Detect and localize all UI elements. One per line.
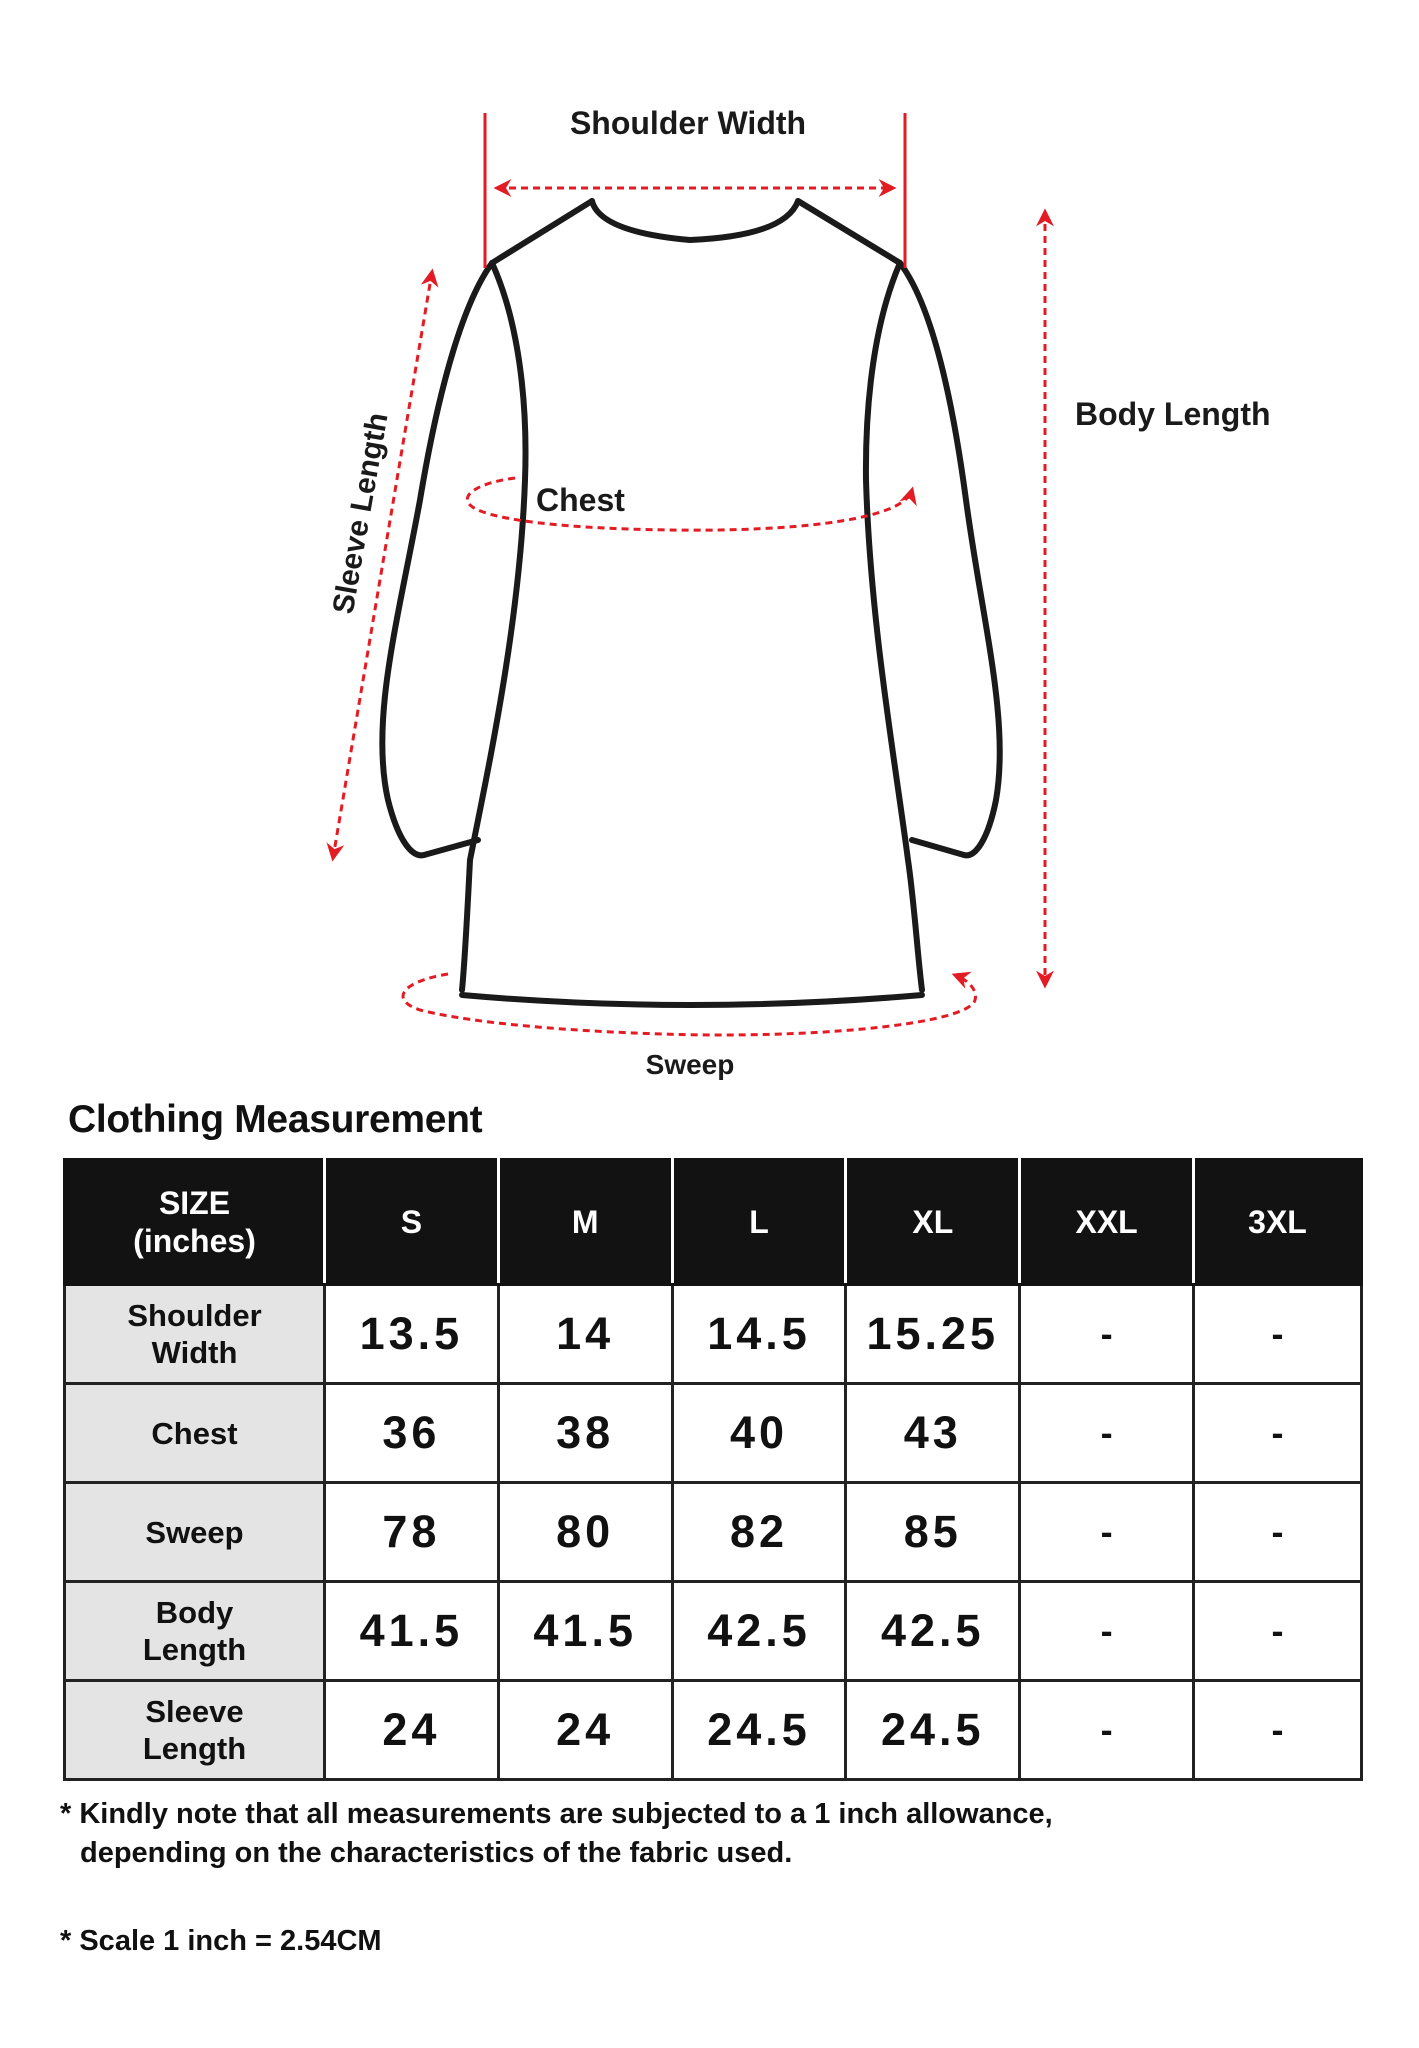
table-header-row [65,1160,1362,1285]
size-header-3xl: 3XL [1194,1160,1362,1285]
shoulder-width-label: Shoulder Width [569,105,807,141]
row-label-chest [65,1384,325,1483]
row-label-sleeve-length [65,1681,325,1780]
chest-label: Chest [536,482,625,518]
table-cell: - [1020,1483,1194,1582]
allowance-note-line2: depending on the characteristics of the fabric used. [80,1837,793,1869]
row-label-shoulder-width [65,1285,325,1384]
table-cell: 43 [846,1384,1020,1483]
table-cell: 41.5 [325,1582,499,1681]
size-header-l: L [672,1160,846,1285]
table-cell: - [1020,1681,1194,1780]
row-label-line: Body [155,1595,234,1630]
table-cell: 82 [672,1483,846,1582]
body-length-measure [1045,212,1271,985]
sweep-label: Sweep [645,1049,735,1080]
table-cell: 42.5 [846,1582,1020,1681]
table-cell: - [1020,1582,1194,1681]
table-cell: - [1194,1384,1362,1483]
table-cell: - [1194,1681,1362,1780]
table-cell: 14 [498,1285,672,1384]
table-cell: 41.5 [498,1582,672,1681]
table-cell: 85 [846,1483,1020,1582]
sweep-measure [403,974,976,1080]
row-label-line: Chest [151,1415,238,1451]
size-header-line1: SIZE [158,1185,231,1221]
table-row [65,1582,1362,1681]
row-label-line: Width [151,1335,238,1370]
scale-note: * Scale 1 inch = 2.54CM [60,1925,382,1957]
table-cell: - [1194,1483,1362,1582]
table-cell: 24 [325,1681,499,1780]
table-row [65,1483,1362,1582]
table-cell: 13.5 [325,1285,499,1384]
dress-outline-icon [382,201,1000,1005]
row-label-line: Length [142,1632,247,1667]
chest-measure [467,478,912,530]
table-cell: 15.25 [846,1285,1020,1384]
table-cell: 24 [498,1681,672,1780]
size-header-line2: (inches) [133,1223,256,1259]
allowance-note-line1: * Kindly note that all measurements are subjected to a 1 inch allowance, [60,1798,1053,1830]
row-label-line: Sleeve [145,1694,244,1729]
row-label-line: Length [142,1731,247,1766]
row-label-body-length [65,1582,325,1681]
row-label-sweep [65,1483,325,1582]
size-unit-header [65,1160,325,1285]
table-cell: 14.5 [672,1285,846,1384]
table-cell: 38 [498,1384,672,1483]
row-label-line: Sweep [145,1514,244,1550]
table-cell: 80 [498,1483,672,1582]
table-row [65,1384,1362,1483]
size-chart-table [63,1158,1363,1781]
size-header-s: S [325,1160,499,1285]
table-cell: 78 [325,1483,499,1582]
size-header-xxl: XXL [1020,1160,1194,1285]
sleeve-length-measure [327,272,432,858]
table-row [65,1681,1362,1780]
shoulder-width-measure [485,105,905,268]
table-cell: 36 [325,1384,499,1483]
table-row [65,1285,1362,1384]
table-cell: 42.5 [672,1582,846,1681]
size-header-xl: XL [846,1160,1020,1285]
table-cell: - [1194,1582,1362,1681]
body-length-label: Body Length [1075,396,1271,432]
table-title: Clothing Measurement [68,1098,483,1141]
sleeve-length-label: Sleeve Length [326,410,395,617]
table-cell: 24.5 [846,1681,1020,1780]
table-cell: 40 [672,1384,846,1483]
row-label-line: Shoulder [127,1298,262,1333]
table-cell: - [1020,1285,1194,1384]
table-cell: - [1020,1384,1194,1483]
size-header-m: M [498,1160,672,1285]
allowance-note [60,1795,1320,1873]
table-cell: - [1194,1285,1362,1384]
table-cell: 24.5 [672,1681,846,1780]
